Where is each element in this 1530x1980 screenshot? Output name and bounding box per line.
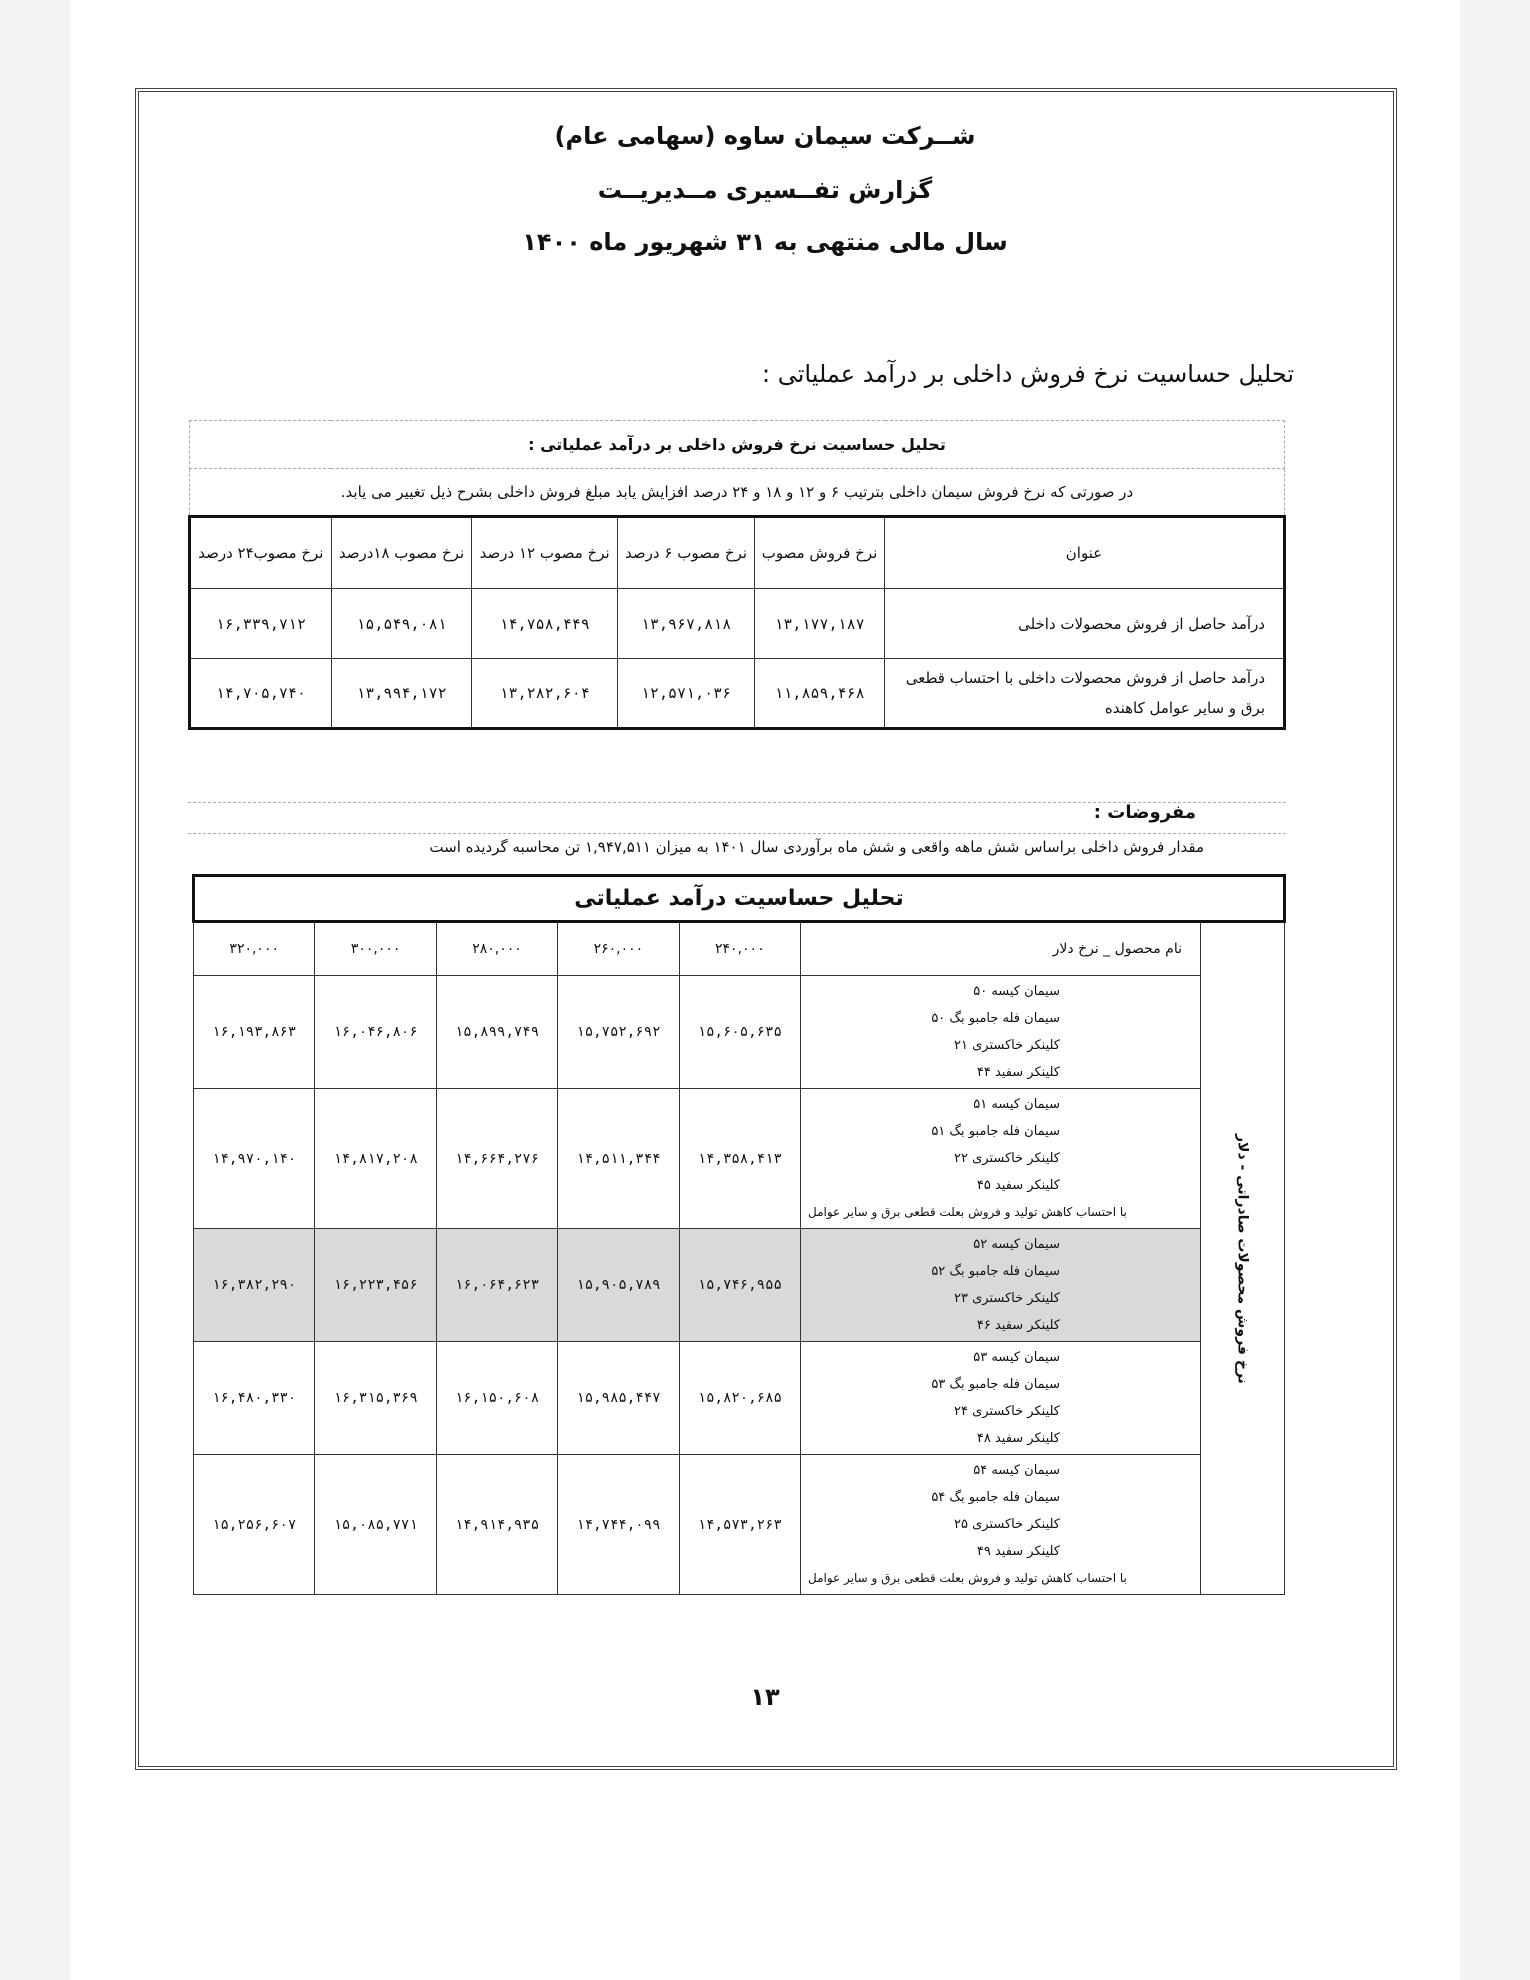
assumptions-text: مقدار فروش داخلی براساس شش ماهه واقعی و شش ماه برآوردی سال ۱۴۰۱ به میزان ۱,۹۴۷,۵۱۱ تن محاسبه گردیده است bbox=[429, 838, 1204, 856]
value-cell: ۱۵,۷۴۶,۹۵۵ bbox=[679, 1229, 800, 1342]
table1-header: نرخ فروش مصوب bbox=[755, 517, 885, 589]
value-cell: ۱۶,۰۴۶,۸۰۶ bbox=[315, 976, 436, 1089]
table2-header: ۲۶۰,۰۰۰ bbox=[558, 922, 679, 976]
product-item: کلینکر سفید ۴۴ bbox=[976, 1065, 1060, 1080]
value-cell: ۱۳,۹۹۴,۱۷۲ bbox=[331, 659, 472, 729]
value-cell: ۱۵,۰۸۵,۷۷۱ bbox=[315, 1455, 436, 1595]
value-cell: ۱۴,۹۱۴,۹۳۵ bbox=[436, 1455, 557, 1595]
value-cell: ۱۴,۹۷۰,۱۴۰ bbox=[194, 1089, 315, 1229]
product-item: کلینکر سفید ۴۵ bbox=[976, 1178, 1060, 1193]
value-cell: ۱۴,۵۷۳,۲۶۳ bbox=[679, 1455, 800, 1595]
product-item: کلینکر سفید ۴۹ bbox=[976, 1544, 1060, 1559]
table1-header: عنوان bbox=[885, 517, 1285, 589]
value-cell: ۱۵,۲۵۶,۶۰۷ bbox=[194, 1455, 315, 1595]
product-item: سیمان کیسه ۵۳ bbox=[973, 1350, 1060, 1365]
table1-header: نرخ مصوب ۱۸درصد bbox=[331, 517, 472, 589]
table2-header: ۲۴۰,۰۰۰ bbox=[679, 922, 800, 976]
product-item: کلینکر سفید ۴۸ bbox=[976, 1431, 1060, 1446]
value-cell: ۱۵,۸۹۹,۷۴۹ bbox=[436, 976, 557, 1089]
value-cell: ۱۴,۳۵۸,۴۱۳ bbox=[679, 1089, 800, 1229]
value-cell: ۱۵,۹۰۵,۷۸۹ bbox=[558, 1229, 679, 1342]
table2-title: تحلیل حساسیت درآمد عملیاتی bbox=[194, 876, 1285, 922]
value-cell: ۱۴,۶۶۴,۲۷۶ bbox=[436, 1089, 557, 1229]
table-row bbox=[190, 659, 1285, 729]
table2-header: نام محصول _ نرخ دلار bbox=[801, 922, 1201, 976]
product-note: با احتساب کاهش تولید و فروش بعلت قطعی برق و سایر عوامل bbox=[808, 1571, 1127, 1585]
product-item: کلینکر خاکستری ۲۳ bbox=[954, 1291, 1060, 1306]
report-title: گزارش تفــسیری مــدیریــت bbox=[597, 176, 933, 204]
table-row bbox=[194, 1229, 1285, 1342]
product-list bbox=[801, 1089, 1201, 1229]
table2-header: ۲۸۰,۰۰۰ bbox=[436, 922, 557, 976]
value-cell: ۱۱,۸۵۹,۴۶۸ bbox=[755, 659, 885, 729]
value-cell: ۱۶,۳۱۵,۳۶۹ bbox=[315, 1342, 436, 1455]
table2-header-row bbox=[194, 922, 1285, 976]
operating-income-sensitivity-table bbox=[192, 874, 1286, 1595]
value-cell: ۱۶,۳۸۲,۲۹۰ bbox=[194, 1229, 315, 1342]
value-cell: ۱۴,۷۰۵,۷۴۰ bbox=[190, 659, 332, 729]
page-number: ۱۳ bbox=[750, 1683, 780, 1711]
domestic-sensitivity-table bbox=[188, 420, 1286, 730]
value-cell: ۱۶,۲۲۳,۴۵۶ bbox=[315, 1229, 436, 1342]
product-list bbox=[801, 976, 1201, 1089]
value-cell: ۱۵,۶۰۵,۶۳۵ bbox=[679, 976, 800, 1089]
product-item: سیمان کیسه ۵۲ bbox=[973, 1237, 1060, 1252]
value-cell: ۱۲,۵۷۱,۰۳۶ bbox=[618, 659, 755, 729]
value-cell: ۱۴,۷۴۴,۰۹۹ bbox=[558, 1455, 679, 1595]
product-item: کلینکر خاکستری ۲۵ bbox=[954, 1517, 1060, 1532]
section-title: تحلیل حساسیت نرخ فروش داخلی بر درآمد عملیاتی : bbox=[762, 360, 1294, 388]
value-cell: ۱۴,۸۱۷,۲۰۸ bbox=[315, 1089, 436, 1229]
value-cell: ۱۳,۲۸۲,۶۰۴ bbox=[472, 659, 618, 729]
report-period: سال مالی منتهی به ۳۱ شهریور ماه ۱۴۰۰ bbox=[522, 228, 1008, 256]
value-cell: ۱۵,۷۵۲,۶۹۲ bbox=[558, 976, 679, 1089]
table2-header: ۳۰۰,۰۰۰ bbox=[315, 922, 436, 976]
product-item: کلینکر سفید ۴۶ bbox=[976, 1318, 1060, 1333]
product-item: کلینکر خاکستری ۲۱ bbox=[954, 1038, 1060, 1053]
product-list bbox=[801, 1229, 1201, 1342]
product-note: با احتساب کاهش تولید و فروش بعلت قطعی برق و سایر عوامل bbox=[808, 1205, 1127, 1219]
table-row bbox=[194, 1455, 1285, 1595]
product-item: سیمان فله جامبو بگ ۵۲ bbox=[931, 1264, 1060, 1279]
value-cell: ۱۵,۵۴۹,۰۸۱ bbox=[331, 589, 472, 659]
product-item: سیمان کیسه ۵۰ bbox=[973, 984, 1060, 999]
product-list bbox=[801, 1455, 1201, 1595]
value-cell: ۱۴,۷۵۸,۴۴۹ bbox=[472, 589, 618, 659]
table2-header: ۳۲۰,۰۰۰ bbox=[194, 922, 315, 976]
value-cell: ۱۴,۵۱۱,۳۴۴ bbox=[558, 1089, 679, 1229]
table1-header: نرخ مصوب ۶ درصد bbox=[618, 517, 755, 589]
table1-header: نرخ مصوب۲۴ درصد bbox=[190, 517, 332, 589]
value-cell: ۱۵,۹۸۵,۴۴۷ bbox=[558, 1342, 679, 1455]
value-cell: ۱۶,۰۶۴,۶۲۳ bbox=[436, 1229, 557, 1342]
row-label: درآمد حاصل از فروش محصولات داخلی bbox=[885, 589, 1285, 659]
table2-side-label: نرخ فروش محصولات صادراتی - دلار bbox=[1201, 922, 1285, 1595]
table1-title: تحلیل حساسیت نرخ فروش داخلی بر درآمد عملیاتی : bbox=[190, 421, 1285, 469]
product-item: کلینکر خاکستری ۲۲ bbox=[954, 1151, 1060, 1166]
assumptions-label: مفروضات : bbox=[1093, 802, 1196, 823]
product-item: کلینکر خاکستری ۲۴ bbox=[954, 1404, 1060, 1419]
product-item: سیمان فله جامبو بگ ۵۴ bbox=[931, 1490, 1060, 1505]
table1-header: نرخ مصوب ۱۲ درصد bbox=[472, 517, 618, 589]
product-list bbox=[801, 1342, 1201, 1455]
row-label: درآمد حاصل از فروش محصولات داخلی با احتساب قطعی برق و سایر عوامل کاهنده bbox=[885, 659, 1285, 729]
table1-intro: در صورتی که نرخ فروش سیمان داخلی بترتیب ۶ و ۱۲ و ۱۸ و ۲۴ درصد افزایش یابد مبلغ فروش داخلی بشرح ذیل تغییر می یابد. bbox=[190, 469, 1285, 517]
product-item: سیمان فله جامبو بگ ۵۳ bbox=[931, 1377, 1060, 1392]
value-cell: ۱۳,۹۶۷,۸۱۸ bbox=[618, 589, 755, 659]
table-row bbox=[190, 589, 1285, 659]
value-cell: ۱۶,۳۳۹,۷۱۲ bbox=[190, 589, 332, 659]
company-name: شــرکت سیمان ساوه (سهامی عام) bbox=[554, 122, 976, 150]
value-cell: ۱۶,۴۸۰,۳۳۰ bbox=[194, 1342, 315, 1455]
table-row bbox=[194, 1342, 1285, 1455]
table-row bbox=[194, 976, 1285, 1089]
value-cell: ۱۳,۱۷۷,۱۸۷ bbox=[755, 589, 885, 659]
value-cell: ۱۶,۱۵۰,۶۰۸ bbox=[436, 1342, 557, 1455]
value-cell: ۱۶,۱۹۳,۸۶۳ bbox=[194, 976, 315, 1089]
table-row bbox=[194, 1089, 1285, 1229]
value-cell: ۱۵,۸۲۰,۶۸۵ bbox=[679, 1342, 800, 1455]
product-item: سیمان فله جامبو بگ ۵۰ bbox=[931, 1011, 1060, 1026]
product-item: سیمان کیسه ۵۱ bbox=[973, 1097, 1060, 1112]
product-item: سیمان کیسه ۵۴ bbox=[973, 1463, 1060, 1478]
table1-header-row bbox=[190, 517, 1285, 589]
product-item: سیمان فله جامبو بگ ۵۱ bbox=[931, 1124, 1060, 1139]
